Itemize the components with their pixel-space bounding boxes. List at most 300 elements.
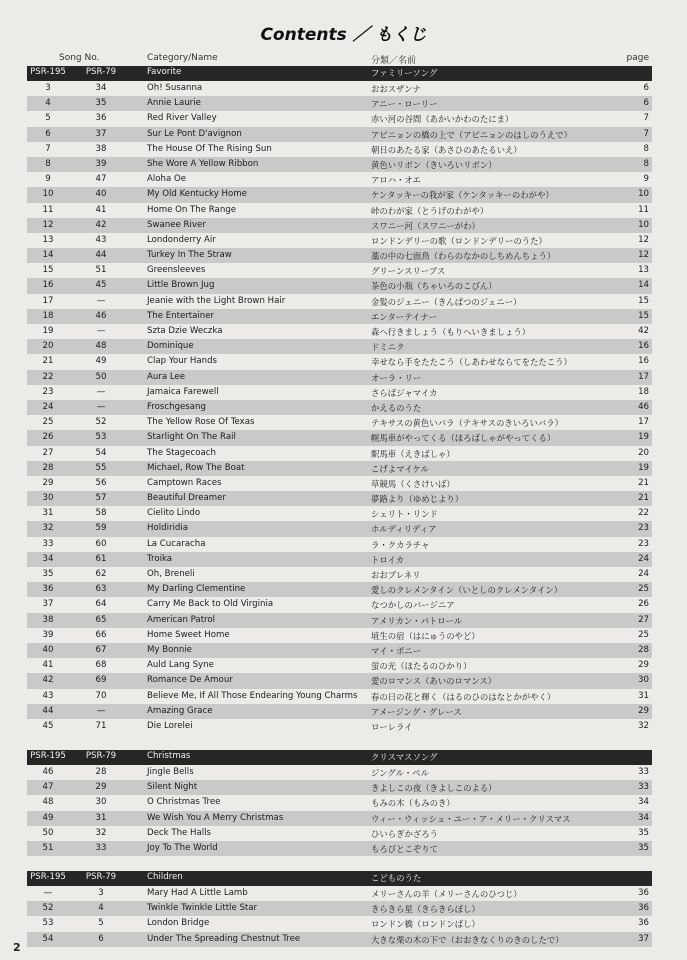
song-no-psr195: 8 xyxy=(45,158,51,169)
song-page: 10 xyxy=(638,219,649,230)
song-name-ja: かえるのうた xyxy=(371,402,422,413)
song-name-ja: メリーさんの羊（メリーさんのひつじ） xyxy=(371,889,522,899)
song-page: 17 xyxy=(638,417,649,428)
table-row xyxy=(27,916,652,931)
category-psr195: PSR-195 xyxy=(30,751,66,761)
table-row xyxy=(27,643,652,658)
song-name: The House Of The Rising Sun xyxy=(147,143,272,154)
song-name: La Cucaracha xyxy=(147,538,206,549)
song-page: 10 xyxy=(638,189,649,200)
section-favorite xyxy=(27,66,652,734)
song-name: Clap Your Hands xyxy=(147,356,218,367)
header-song-no: Song No. xyxy=(59,53,100,63)
song-no-psr79: 69 xyxy=(95,675,107,686)
song-page: 16 xyxy=(638,356,649,367)
song-name: Swanee River xyxy=(147,219,206,230)
song-name: Troika xyxy=(147,553,173,564)
song-name: Twinkle Twinkle Little Star xyxy=(147,903,258,914)
song-no-psr195: 54 xyxy=(42,933,54,944)
song-no-psr195: 45 xyxy=(42,720,54,731)
song-no-psr79: 55 xyxy=(95,462,107,473)
song-no-psr195: 5 xyxy=(45,113,51,124)
song-page: 25 xyxy=(638,629,649,640)
table-row xyxy=(27,446,652,461)
song-name: Froschgesang xyxy=(147,401,206,412)
table-row xyxy=(27,263,652,278)
song-no-psr195: 21 xyxy=(42,356,54,367)
song-name-ja: ローレライ xyxy=(371,721,413,732)
song-name: The Yellow Rose Of Texas xyxy=(147,417,255,428)
song-no-psr195: 39 xyxy=(42,629,54,640)
song-no-psr79: 47 xyxy=(95,174,107,185)
song-name-ja: 金髪のジェニー（きんぱつのジェニー） xyxy=(371,296,522,307)
song-no-psr195: 47 xyxy=(42,782,54,793)
table-row xyxy=(27,111,652,126)
song-page: 35 xyxy=(638,842,649,853)
category-name: Favorite xyxy=(147,67,182,77)
song-name-ja: スワニー河（スワニーがわ） xyxy=(371,220,480,231)
song-no-psr79: — xyxy=(96,326,106,336)
song-no-psr79: 45 xyxy=(95,280,107,291)
section-children xyxy=(27,871,652,947)
song-no-psr195: 6 xyxy=(45,128,51,139)
song-no-psr195: 34 xyxy=(42,553,54,564)
table-row xyxy=(27,157,652,172)
song-name-ja: マイ・ボニー xyxy=(371,645,422,656)
song-no-psr195: 9 xyxy=(45,174,51,185)
table-row xyxy=(27,354,652,369)
table-row xyxy=(27,567,652,582)
song-name-ja: ケンタッキーの我が家（ケンタッキーのわがや） xyxy=(371,190,554,201)
table-row xyxy=(27,673,652,688)
song-no-psr195: 36 xyxy=(42,584,54,595)
table-row xyxy=(27,339,652,354)
song-no-psr79: 59 xyxy=(95,523,107,534)
song-no-psr195: 29 xyxy=(42,477,54,488)
song-no-psr195: — xyxy=(43,888,53,898)
song-name: Szta Dzie Weczka xyxy=(147,326,223,336)
song-name: Mary Had A Little Lamb xyxy=(147,888,248,898)
song-no-psr79: 49 xyxy=(95,356,107,367)
song-no-psr195: 11 xyxy=(42,204,54,215)
song-name: Red River Valley xyxy=(147,113,217,124)
song-no-psr79: 58 xyxy=(95,508,107,519)
song-no-psr79: 40 xyxy=(95,189,107,200)
table-row xyxy=(27,689,652,704)
song-page: 24 xyxy=(638,553,649,564)
song-no-psr195: 7 xyxy=(45,143,51,154)
song-name: London Bridge xyxy=(147,918,210,929)
song-no-psr79: 61 xyxy=(95,553,107,564)
song-page: 15 xyxy=(638,295,649,306)
song-name-ja: トロイカ xyxy=(371,554,404,565)
song-no-psr79: 62 xyxy=(95,569,107,579)
song-page: 12 xyxy=(638,250,649,261)
song-name: Little Brown Jug xyxy=(147,280,215,291)
song-no-psr79: 52 xyxy=(95,417,107,428)
section-christmas xyxy=(27,750,652,856)
song-no-psr195: 4 xyxy=(45,98,51,109)
song-no-psr195: 44 xyxy=(42,705,54,716)
song-name: Jingle Bells xyxy=(147,767,194,777)
song-name-ja: ロンドンデリーの歌（ロンドンデリーのうた） xyxy=(371,235,547,246)
song-no-psr79: 67 xyxy=(95,644,107,655)
song-name: Beautiful Dreamer xyxy=(147,493,226,504)
table-row xyxy=(27,142,652,157)
song-name: Silent Night xyxy=(147,782,198,793)
column-header xyxy=(27,52,652,67)
song-page: 28 xyxy=(638,644,649,655)
song-no-psr79: 34 xyxy=(95,83,107,93)
table-row xyxy=(27,370,652,385)
song-no-psr79: 29 xyxy=(95,782,107,793)
song-name-ja: ホルディリディア xyxy=(371,524,437,535)
song-no-psr79: 35 xyxy=(95,98,107,109)
song-name: Aloha Oe xyxy=(147,174,187,185)
table-row xyxy=(27,628,652,643)
song-no-psr195: 40 xyxy=(42,644,54,655)
song-name-ja: 駅馬車（えきばしゃ） xyxy=(371,448,455,459)
song-name: Auld Lang Syne xyxy=(147,660,214,671)
song-name-ja: 愛のロマンス（あいのロマンス） xyxy=(371,676,497,687)
category-name-ja: ファミリーソング xyxy=(371,68,438,78)
song-no-psr195: 18 xyxy=(42,310,54,321)
song-no-psr79: 60 xyxy=(95,538,107,549)
song-name: Believe Me, If All Those Endearing Young Charms xyxy=(147,690,358,701)
song-name-ja: 茶色の小瓶（ちゃいろのこびん） xyxy=(371,281,497,292)
song-name-ja: オーラ・リー xyxy=(371,372,422,383)
table-row xyxy=(27,597,652,612)
song-page: 6 xyxy=(643,98,649,109)
song-name-ja: ひいらぎかざろう xyxy=(371,828,438,839)
song-name: My Darling Clementine xyxy=(147,584,246,595)
table-row xyxy=(27,765,652,780)
song-name-ja: ラ・クカラチャ xyxy=(371,539,430,550)
song-name: My Old Kentucky Home xyxy=(147,189,247,200)
song-name: Cielito Lindo xyxy=(147,508,201,519)
song-name: Sur Le Pont D'avignon xyxy=(147,128,242,139)
table-row xyxy=(27,841,652,856)
table-row xyxy=(27,476,652,491)
page-number: 2 xyxy=(13,941,21,954)
song-name: Aura Lee xyxy=(147,371,186,382)
song-name-ja: 春の日の花と輝く（はるのひのはなとかがやく） xyxy=(371,691,556,702)
song-no-psr79: 70 xyxy=(95,690,107,701)
song-name-ja: もみの木（もみのき） xyxy=(371,798,455,809)
song-name: The Entertainer xyxy=(147,310,215,321)
song-no-psr195: 35 xyxy=(42,569,54,579)
table-row xyxy=(27,324,652,339)
song-no-psr79: 42 xyxy=(95,219,107,230)
song-name: She Wore A Yellow Ribbon xyxy=(147,158,259,169)
song-name-ja: テキサスの黄色いバラ（テキサスのきいろいバラ） xyxy=(371,418,563,429)
table-row xyxy=(27,795,652,810)
header-category-ja: 分類／名前 xyxy=(371,56,417,66)
song-name-ja: 草競馬（くさけいば） xyxy=(371,478,455,489)
song-name-ja: 朝日のあたる家（あさひのあたるいえ） xyxy=(371,144,522,155)
song-page: 21 xyxy=(638,493,649,504)
song-no-psr195: 24 xyxy=(42,401,54,412)
song-name: Jamaica Farewell xyxy=(147,386,219,397)
song-no-psr79: 63 xyxy=(95,584,107,595)
song-page: 20 xyxy=(638,447,649,458)
category-name: Christmas xyxy=(147,751,191,761)
table-row xyxy=(27,932,652,947)
table-row xyxy=(27,826,652,841)
song-no-psr195: 15 xyxy=(42,265,54,276)
song-page: 16 xyxy=(638,341,649,352)
song-no-psr79: 3 xyxy=(98,888,104,898)
song-no-psr79: 57 xyxy=(95,493,107,504)
song-name: Romance De Amour xyxy=(147,675,233,686)
song-page: 8 xyxy=(643,143,649,154)
song-no-psr79: — xyxy=(96,401,106,412)
song-page: 8 xyxy=(643,158,649,169)
song-page: 21 xyxy=(638,477,649,488)
song-no-psr79: 53 xyxy=(95,432,107,443)
table-row xyxy=(27,278,652,293)
category-bar xyxy=(27,66,652,81)
song-name: Starlight On The Rail xyxy=(147,432,236,443)
song-name: Home Sweet Home xyxy=(147,629,230,640)
song-name: Oh! Susanna xyxy=(147,83,203,93)
song-page: 13 xyxy=(638,265,649,276)
song-no-psr79: 50 xyxy=(95,371,107,382)
song-no-psr79: 38 xyxy=(95,143,107,154)
song-page: 7 xyxy=(643,113,649,124)
table-row xyxy=(27,811,652,826)
song-name-ja: 夢路より（ゆめじより） xyxy=(371,494,464,505)
category-name-ja: こどものうた xyxy=(371,873,422,883)
song-page: 19 xyxy=(638,462,649,473)
song-page: 23 xyxy=(638,538,649,549)
song-no-psr195: 32 xyxy=(42,523,54,534)
song-no-psr195: 27 xyxy=(42,447,54,458)
song-name: Oh, Breneli xyxy=(147,569,195,579)
song-no-psr79: 37 xyxy=(95,128,107,139)
song-name-ja: アメージング・グレース xyxy=(371,706,462,717)
song-name-ja: さらばジャマイカ xyxy=(371,387,438,398)
song-name: Camptown Races xyxy=(147,477,222,488)
song-no-psr195: 38 xyxy=(42,614,54,625)
song-name-ja: おおブレネリ xyxy=(371,570,421,580)
song-name-ja: アロハ・オエ xyxy=(371,175,421,186)
song-name: Die Lorelei xyxy=(147,720,193,731)
song-page: 23 xyxy=(638,523,649,534)
song-name-ja: シェリト・リンド xyxy=(371,509,438,520)
song-name: Holdiridia xyxy=(147,523,188,534)
category-psr79: PSR-79 xyxy=(85,67,117,77)
song-no-psr195: 28 xyxy=(42,462,54,473)
song-name: Jeanie with the Light Brown Hair xyxy=(147,295,286,306)
table-row xyxy=(27,385,652,400)
song-no-psr79: 54 xyxy=(95,447,107,458)
song-no-psr195: 46 xyxy=(42,767,54,777)
song-page: 6 xyxy=(643,83,649,93)
song-name: My Bonnie xyxy=(147,644,192,655)
song-no-psr195: 19 xyxy=(42,326,54,336)
song-page: 34 xyxy=(638,812,649,823)
song-no-psr79: 43 xyxy=(95,234,107,245)
song-page: 18 xyxy=(638,386,649,397)
table-row xyxy=(27,491,652,506)
song-name-ja: もろびとこぞりて xyxy=(371,843,438,854)
table-row xyxy=(27,430,652,445)
song-no-psr79: 31 xyxy=(95,812,107,823)
song-no-psr195: 14 xyxy=(42,250,54,261)
song-page: 36 xyxy=(638,903,649,914)
table-row xyxy=(27,704,652,719)
song-name-ja: グリーンスリーブス xyxy=(371,266,446,277)
song-name-ja: 幌馬車がやってくる（ほろばしゃがやってくる） xyxy=(371,433,556,444)
song-page: 26 xyxy=(638,599,649,610)
song-no-psr195: 25 xyxy=(42,417,54,428)
table-row xyxy=(27,96,652,111)
song-no-psr195: 3 xyxy=(45,83,51,93)
song-no-psr79: 71 xyxy=(95,720,107,731)
song-name: Amazing Grace xyxy=(147,705,213,716)
song-page: 35 xyxy=(638,827,649,838)
song-name-ja: おおスザンナ xyxy=(371,84,421,94)
song-page: 29 xyxy=(638,660,649,671)
song-page: 19 xyxy=(638,432,649,443)
song-page: 15 xyxy=(638,310,649,321)
song-no-psr195: 52 xyxy=(42,903,54,914)
song-no-psr195: 31 xyxy=(42,508,54,519)
table-row xyxy=(27,233,652,248)
song-no-psr195: 43 xyxy=(42,690,54,701)
song-name-ja: 蛍の光（ほたるのひかり） xyxy=(371,661,472,672)
song-name: Home On The Range xyxy=(147,204,237,215)
song-name-ja: なつかしのバージニア xyxy=(371,600,455,611)
song-no-psr195: 50 xyxy=(42,827,54,838)
song-no-psr195: 17 xyxy=(42,295,54,306)
song-no-psr79: 51 xyxy=(95,265,107,276)
song-name-ja: アニー・ローリー xyxy=(371,99,438,110)
table-row xyxy=(27,719,652,734)
song-page: 36 xyxy=(638,888,649,898)
table-row xyxy=(27,613,652,628)
table-row xyxy=(27,461,652,476)
song-page: 36 xyxy=(638,918,649,929)
song-no-psr79: 66 xyxy=(95,629,107,640)
song-no-psr79: — xyxy=(96,705,106,716)
table-row xyxy=(27,506,652,521)
song-name-ja: エンターテイナー xyxy=(371,311,438,322)
song-name: American Patrol xyxy=(147,614,216,625)
header-page: page xyxy=(626,53,649,63)
song-name-ja: 峠のわが家（とうげのわがや） xyxy=(371,205,489,216)
song-no-psr79: 6 xyxy=(98,933,104,944)
song-page: 27 xyxy=(638,614,649,625)
song-no-psr79: 65 xyxy=(95,614,107,625)
category-psr195: PSR-195 xyxy=(30,67,66,77)
song-no-psr195: 16 xyxy=(42,280,54,291)
song-page: 7 xyxy=(643,128,649,139)
song-page: 11 xyxy=(638,204,649,215)
song-page: 31 xyxy=(638,690,649,701)
header-category: Category/Name xyxy=(147,53,218,63)
table-row xyxy=(27,552,652,567)
song-no-psr195: 20 xyxy=(42,341,54,352)
song-page: 42 xyxy=(638,326,649,336)
song-page: 32 xyxy=(638,720,649,731)
song-page: 29 xyxy=(638,705,649,716)
song-no-psr195: 48 xyxy=(42,797,54,808)
song-page: 24 xyxy=(638,569,649,579)
song-page: 30 xyxy=(638,675,649,686)
song-no-psr195: 13 xyxy=(42,234,54,245)
song-no-psr195: 51 xyxy=(42,842,54,853)
song-name-ja: きらきら星（きらきらぼし） xyxy=(371,904,480,915)
song-page: 34 xyxy=(638,797,649,808)
song-name-ja: 愛しのクレメンタイン（いとしのクレメンタイン） xyxy=(371,585,563,596)
song-name: Joy To The World xyxy=(147,842,218,853)
song-page: 33 xyxy=(638,782,649,793)
song-name-ja: 藁の中の七面鳥（わらのなかのしちめんちょう） xyxy=(371,251,556,262)
song-page: 9 xyxy=(643,174,649,185)
song-name: Deck The Halls xyxy=(147,827,212,838)
category-name: Children xyxy=(147,872,183,882)
song-page: 33 xyxy=(638,767,649,777)
category-name-ja: クリスマスソング xyxy=(371,752,438,762)
table-row xyxy=(27,886,652,901)
table-row xyxy=(27,780,652,795)
song-page: 46 xyxy=(638,401,649,412)
song-no-psr79: 33 xyxy=(95,842,107,853)
song-no-psr79: 39 xyxy=(95,158,107,169)
song-name: Turkey In The Straw xyxy=(147,250,232,261)
song-name-ja: アメリカン・パトロール xyxy=(371,615,463,626)
song-name: Dominique xyxy=(147,341,194,352)
table-row xyxy=(27,901,652,916)
song-no-psr79: 30 xyxy=(95,797,107,808)
song-name: The Stagecoach xyxy=(147,447,216,458)
song-no-psr79: — xyxy=(96,295,106,306)
song-name: Greensleeves xyxy=(147,265,206,276)
song-name: Under The Spreading Chestnut Tree xyxy=(147,933,301,944)
song-name: Carry Me Back to Old Virginia xyxy=(147,599,274,610)
song-no-psr79: 56 xyxy=(95,477,107,488)
page-title: Contents ／ もくじ xyxy=(260,25,427,45)
song-no-psr79: 44 xyxy=(95,250,107,261)
song-page: 12 xyxy=(638,234,649,245)
song-name-ja: 黄色いリボン（きいろいリボン） xyxy=(371,159,497,170)
song-no-psr195: 37 xyxy=(42,599,54,610)
song-name: We Wish You A Merry Christmas xyxy=(147,812,284,823)
song-no-psr195: 12 xyxy=(42,219,54,230)
category-bar xyxy=(27,750,652,765)
song-name: Michael, Row The Boat xyxy=(147,462,245,473)
table-row xyxy=(27,203,652,218)
table-row xyxy=(27,521,652,536)
category-psr79: PSR-79 xyxy=(85,872,117,882)
song-no-psr79: — xyxy=(96,386,106,397)
table-row xyxy=(27,218,652,233)
song-no-psr79: 5 xyxy=(98,918,104,929)
table-row xyxy=(27,400,652,415)
song-name-ja: 大きな栗の木の下で（おおきなくりのきのしたで） xyxy=(371,934,564,945)
table-row xyxy=(27,248,652,263)
song-no-psr195: 23 xyxy=(42,386,54,397)
song-no-psr79: 46 xyxy=(95,310,107,321)
song-page: 25 xyxy=(638,584,649,595)
song-name-ja: ロンドン橋（ロンドンばし） xyxy=(371,919,480,930)
song-name-ja: 幸せなら手をたたこう（しあわせならてをたたこう） xyxy=(371,357,572,368)
song-no-psr195: 30 xyxy=(42,493,54,504)
song-name-ja: アビニョンの橋の上で（アビニョンのはしのうえで） xyxy=(371,129,572,140)
song-name-ja: ウィー・ウィッシュ・ユー・ア・メリー・クリスマス xyxy=(371,813,571,824)
